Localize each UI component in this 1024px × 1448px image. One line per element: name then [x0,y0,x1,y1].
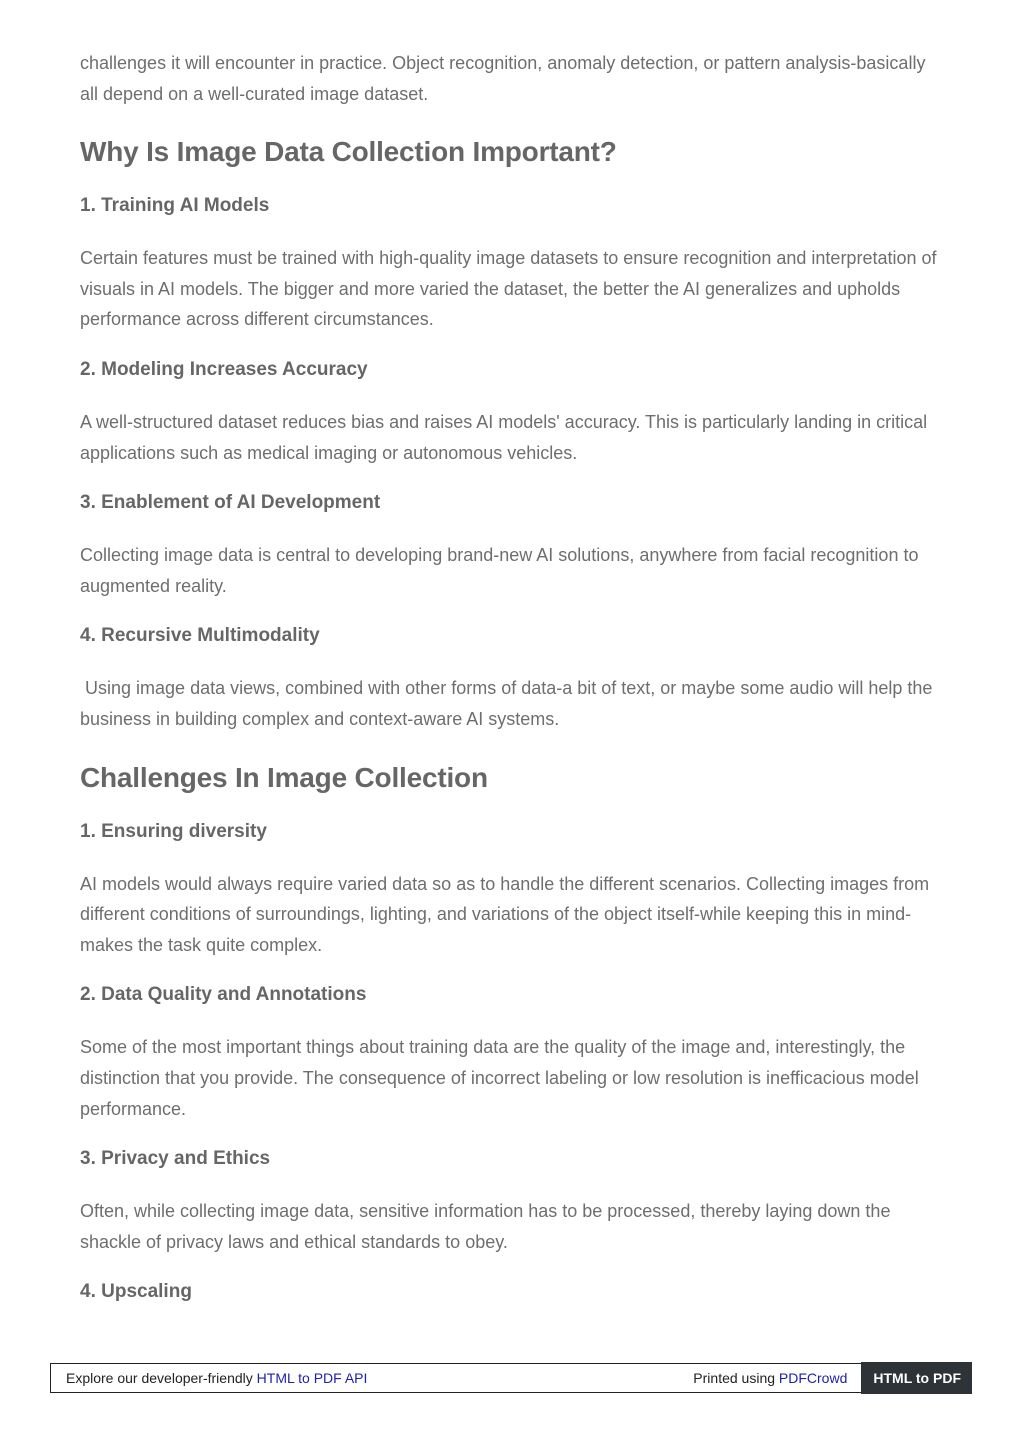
pdfcrowd-link[interactable]: PDFCrowd [778,1370,848,1386]
footer-left-text: Explore our developer-friendly [66,1370,257,1386]
subsection-heading: 4. Upscaling [80,1281,192,1303]
subsection-heading: 3. Privacy and Ethics [80,1148,271,1170]
intro-paragraph: challenges it will encounter in practice. Object recognition, anomaly detection, or pattern analysis-basically all depend on a well-curated image dataset. [80,53,931,104]
subsection-paragraph: AI models would always require varied data so as to handle the different scenarios. Collecting images from different conditions of surroundings, lighting, and variations of the object itself-while keeping this in mind-makes the task quite complex. [80,873,935,955]
footer-right-text: Printed using [693,1370,779,1386]
subsection-paragraph: Using image data views, combined with other forms of data-a bit of text, or maybe some audio will help the business in building complex and context-aware AI systems. [80,678,938,729]
subsection-paragraph: Often, while collecting image data, sensitive information has to be processed, thereby laying down the shackle of privacy laws and ethical standards to obey. [80,1201,896,1252]
html-to-pdf-api-link[interactable]: HTML to PDF API [256,1370,368,1386]
html-to-pdf-badge[interactable]: HTML to PDF [861,1362,972,1394]
subsection-heading: 2. Data Quality and Annotations [80,984,367,1006]
subsection-paragraph: Certain features must be trained with high-quality image datasets to ensure recognition and interpretation of visuals in AI models. The bigger and more varied the dataset, the better the AI generalizes and upholds performance across different circumstances. [80,248,942,330]
section-title: Challenges In Image Collection [80,761,488,793]
subsection-heading: 2. Modeling Increases Accuracy [80,358,368,380]
subsection-paragraph: Some of the most important things about training data are the quality of the image and, interestingly, the distinction that you provide. The consequence of incorrect labeling or low resolution is inefficacious model performance. [80,1037,924,1119]
subsection-paragraph: A well-structured dataset reduces bias and raises AI models' accuracy. This is particularly landing in critical applications such as medical imaging or autonomous vehicles. [80,411,933,463]
subsection-paragraph: Collecting image data is central to developing brand-new AI solutions, anywhere from facial recognition to augmented reality. [80,545,924,596]
subsection-heading: 3. Enablement of AI Development [80,492,381,514]
footer-right [693,1370,861,1386]
pdf-footer-bar [50,1363,972,1393]
article-content [80,48,944,1329]
subsection-heading: 1. Training AI Models [80,195,270,217]
subsection-heading: 4. Recursive Multimodality [80,625,320,647]
section-title: Why Is Image Data Collection Important? [80,136,617,168]
subsection-heading: 1. Ensuring diversity [80,820,267,842]
footer-left [51,1370,693,1386]
